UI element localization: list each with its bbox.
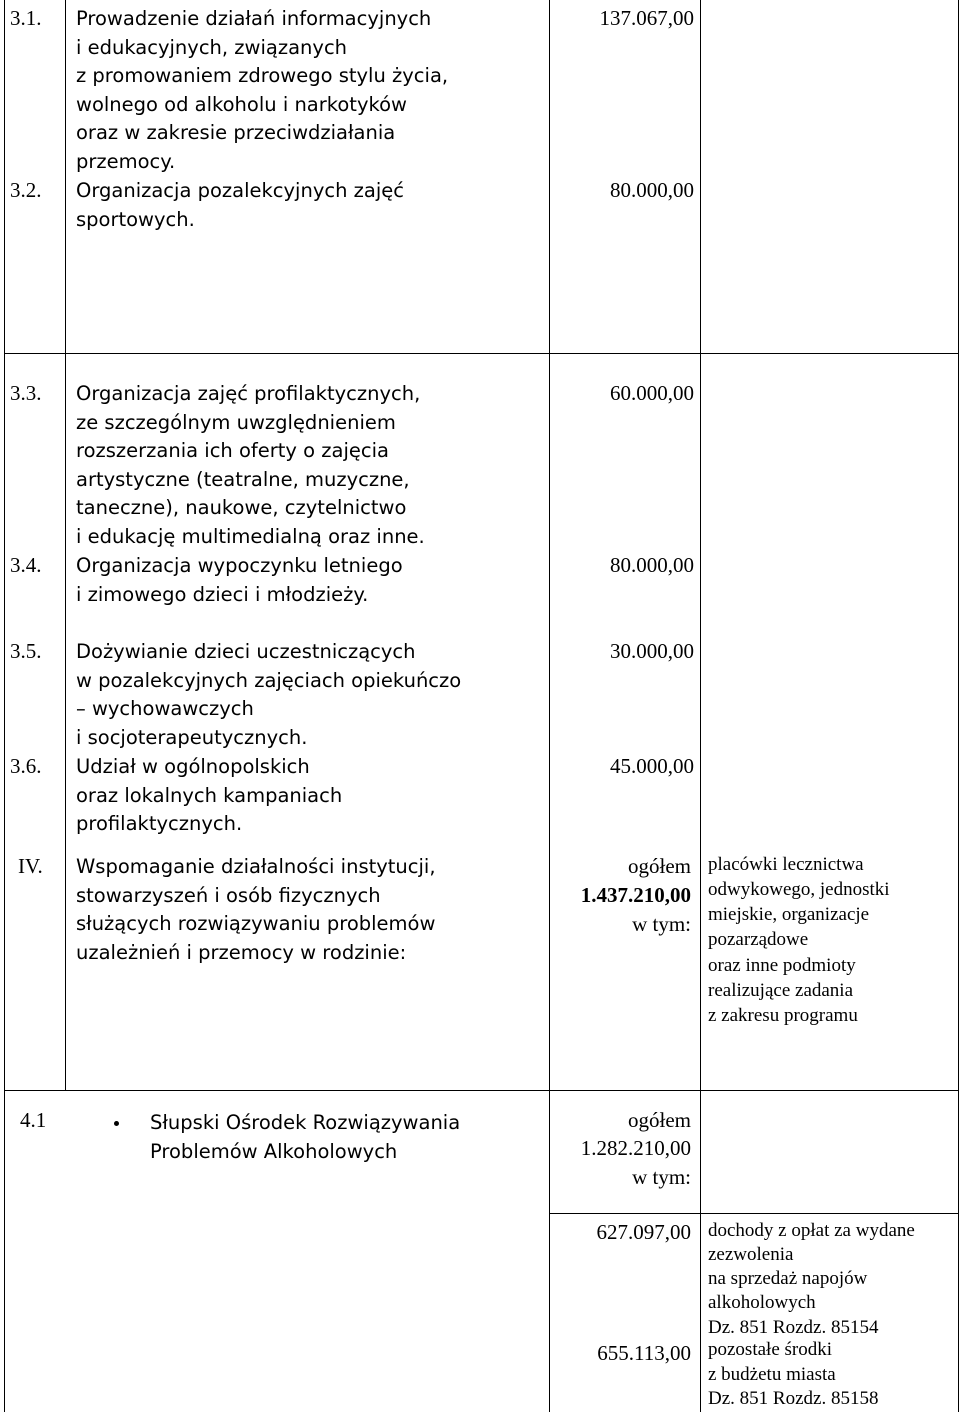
section-of-which-label: w tym:: [632, 1165, 691, 1189]
section-description-line: uzależnień i przemocy w rodzinie:: [76, 941, 407, 964]
row-amount: 80.000,00: [610, 178, 694, 202]
section-description-line: stowarzyszeń i osób fizycznych: [76, 884, 381, 907]
row-description-line: i socjoterapeutycznych.: [76, 726, 308, 749]
executor-line: odwykowego, jednostki: [708, 879, 890, 900]
row-description-line: profilaktycznych.: [76, 812, 243, 835]
row-divider: [549, 1213, 959, 1214]
border-right: [958, 0, 959, 1412]
row-description-line: z promowaniem zdrowego stylu życia,: [76, 64, 449, 87]
executor-line: oraz inne podmioty: [708, 955, 856, 976]
row-amount: 60.000,00: [610, 381, 694, 405]
border-left: [4, 0, 5, 1412]
executor-line: pozarządowe: [708, 929, 809, 950]
row-description-line: i edukację multimedialną oraz inne.: [76, 525, 425, 548]
executor-line: miejskie, organizacje: [708, 904, 870, 925]
column-divider-number: [65, 0, 66, 1090]
row-divider: [4, 353, 959, 354]
row-description-line: Organizacja wypoczynku letniego: [76, 554, 403, 577]
row-number: 3.2.: [10, 178, 42, 202]
row-amount: 45.000,00: [610, 754, 694, 778]
row-description-line: Prowadzenie działań informacyjnych: [76, 7, 432, 30]
row-description-line: – wychowawczych: [76, 697, 254, 720]
row-divider: [4, 1090, 959, 1091]
source-amount: 627.097,00: [596, 1220, 691, 1244]
row-description-line: przemocy.: [76, 150, 176, 173]
section-description-line: Słupski Ośrodek Rozwiązywania: [150, 1111, 461, 1134]
row-number: 3.6.: [10, 754, 42, 778]
row-number: 3.3.: [10, 381, 42, 405]
source-description-line: Dz. 851 Rozdz. 85154: [708, 1317, 879, 1338]
row-description-line: oraz w zakresie przeciwdziałania: [76, 121, 396, 144]
row-description-line: sportowych.: [76, 208, 195, 231]
source-amount: 655.113,00: [597, 1341, 691, 1365]
row-description-line: artystyczne (teatralne, muzyczne,: [76, 468, 410, 491]
row-description-line: wolnego od alkoholu i narkotyków: [76, 93, 407, 116]
section-total-label: ogółem: [628, 1108, 691, 1132]
row-description-line: taneczne), naukowe, czytelnictwo: [76, 496, 407, 519]
row-description-line: rozszerzania ich oferty o zajęcia: [76, 439, 389, 462]
source-description-line: z budżetu miasta: [708, 1364, 836, 1385]
source-description-line: dochody z opłat za wydane: [708, 1220, 915, 1241]
row-number: 3.4.: [10, 553, 42, 577]
row-description-line: Organizacja zajęć profilaktycznych,: [76, 382, 421, 405]
section-number: 4.1: [20, 1108, 47, 1132]
row-description-line: i edukacyjnych, związanych: [76, 36, 348, 59]
source-description-line: na sprzedaż napojów: [708, 1268, 868, 1289]
section-number: IV.: [18, 854, 43, 878]
column-divider-amount: [700, 0, 701, 1412]
executor-line: realizujące zadania: [708, 980, 854, 1001]
row-amount: 30.000,00: [610, 639, 694, 663]
executor-line: placówki lecznictwa: [708, 854, 864, 875]
row-description-line: Organizacja pozalekcyjnych zajęć: [76, 179, 404, 202]
section-of-which-label: w tym:: [632, 912, 691, 936]
row-description-line: i zimowego dzieci i młodzieży.: [76, 583, 369, 606]
row-number: 3.5.: [10, 639, 42, 663]
section-description-line: Wspomaganie działalności instytucji,: [76, 855, 436, 878]
source-description-line: alkoholowych: [708, 1292, 816, 1313]
column-divider-description: [549, 0, 550, 1412]
section-description-line: służących rozwiązywaniu problemów: [76, 912, 436, 935]
row-number: 3.1.: [10, 6, 42, 30]
section-total-label: ogółem: [628, 854, 691, 878]
row-description-line: Dożywianie dzieci uczestniczących: [76, 640, 416, 663]
row-description-line: ze szczególnym uwzględnieniem: [76, 411, 396, 434]
row-description-line: oraz lokalnych kampaniach: [76, 784, 343, 807]
section-total-value: 1.282.210,00: [580, 1136, 691, 1160]
row-description-line: w pozalekcyjnych zajęciach opiekuńczo: [76, 669, 462, 692]
row-amount: 137.067,00: [599, 6, 694, 30]
source-description-line: Dz. 851 Rozdz. 85158: [708, 1388, 879, 1409]
executor-line: z zakresu programu: [708, 1005, 858, 1026]
section-description-line: Problemów Alkoholowych: [150, 1140, 398, 1163]
source-description-line: zezwolenia: [708, 1244, 794, 1265]
row-description-line: Udział w ogólnopolskich: [76, 755, 310, 778]
row-amount: 80.000,00: [610, 553, 694, 577]
bullet-icon: [114, 1121, 119, 1126]
section-total-value: 1.437.210,00: [580, 883, 691, 907]
source-description-line: pozostałe środki: [708, 1339, 833, 1360]
